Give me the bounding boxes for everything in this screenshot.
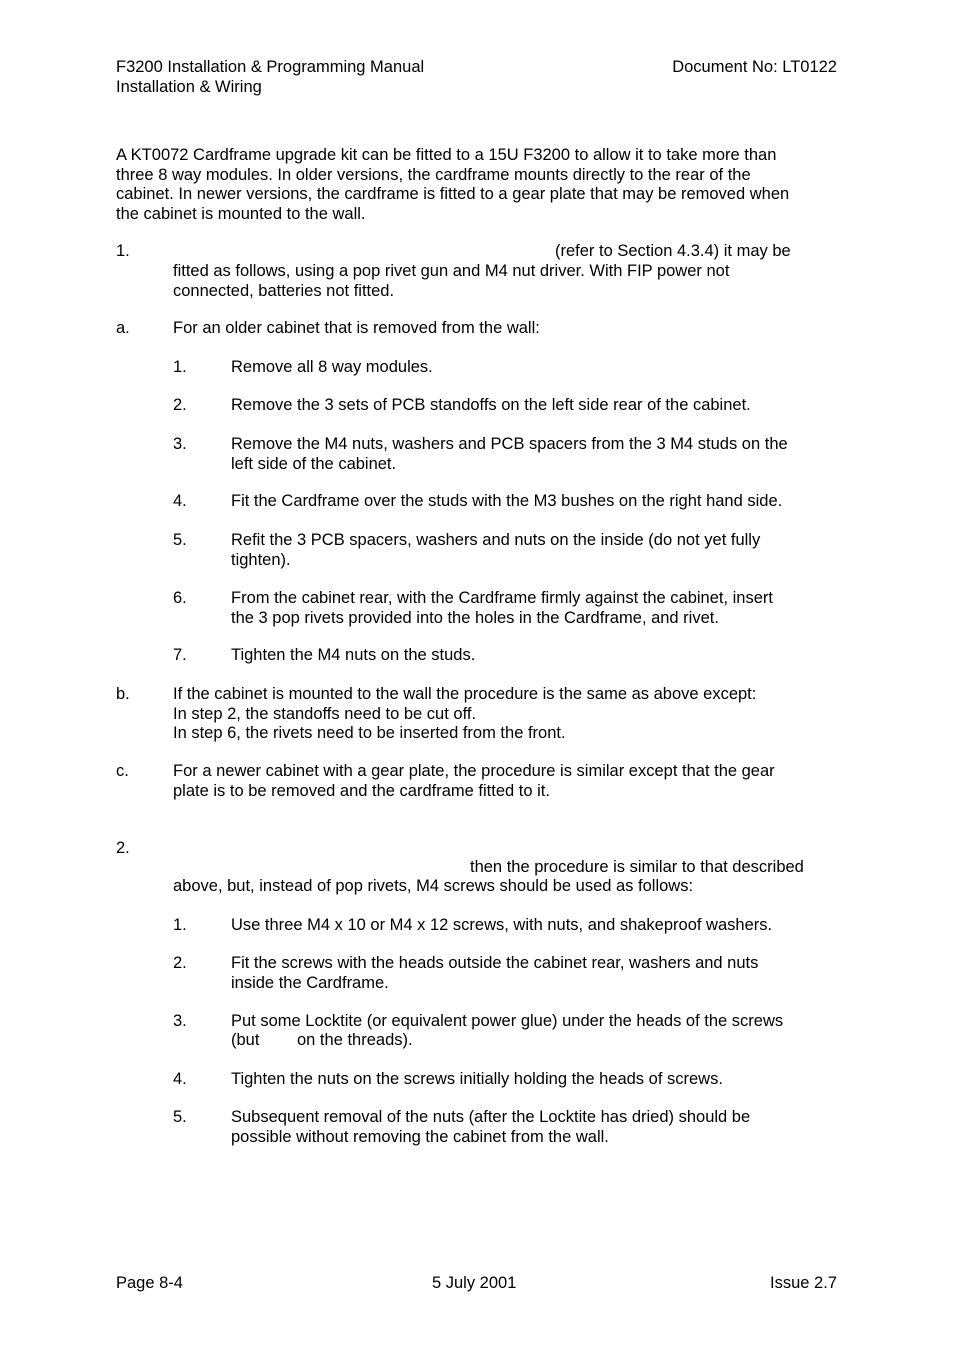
item2-step-3-line2-start: (but <box>231 1031 260 1049</box>
footer-page-number: Page 8-4 <box>116 1274 183 1292</box>
a-step-4-text: Fit the Cardframe over the studs with the M3 bushes on the right hand side. <box>231 492 783 510</box>
sub-c-text: For a newer cabinet with a gear plate, the procedure is similar except that the gear plate is to be removed and the cardframe fitted to it. <box>173 762 775 800</box>
header-title: F3200 Installation & Programming Manual <box>116 58 425 76</box>
a-step-7-text: Tighten the M4 nuts on the studs. <box>231 646 476 664</box>
item2-step-2-text: Fit the screws with the heads outside the cabinet rear, washers and nuts inside the Cardframe. <box>231 954 759 992</box>
document-number: Document No: LT0122 <box>672 58 837 76</box>
item-1-body: fitted as follows, using a pop rivet gun and M4 nut driver. With FIP power not connected, batteries not fitted. <box>173 262 730 300</box>
item2-step-1-number: 1. <box>173 916 187 934</box>
sub-b-text: If the cabinet is mounted to the wall the procedure is the same as above except: In step 2, the standoffs need to be cut off. In step 6, the rivets need to be inserted from the front. <box>173 685 757 742</box>
item-2-number: 2. <box>116 839 130 857</box>
item-1-line1-tail: (refer to Section 4.3.4) it may be <box>555 242 791 260</box>
item2-step-3-number: 3. <box>173 1012 187 1030</box>
item2-step-2-number: 2. <box>173 954 187 972</box>
item-2-line2-tail: then the procedure is similar to that described <box>470 858 804 876</box>
sub-a-label: a. <box>116 319 130 337</box>
footer-issue: Issue 2.7 <box>770 1274 837 1292</box>
item2-step-4-text: Tighten the nuts on the screws initially holding the heads of screws. <box>231 1070 723 1088</box>
a-step-1-text: Remove all 8 way modules. <box>231 358 433 376</box>
item2-step-3-line2-end: on the threads). <box>297 1031 413 1049</box>
a-step-5-number: 5. <box>173 531 187 549</box>
a-step-1-number: 1. <box>173 358 187 376</box>
a-step-2-text: Remove the 3 sets of PCB standoffs on the left side rear of the cabinet. <box>231 396 751 414</box>
item2-step-1-text: Use three M4 x 10 or M4 x 12 screws, with nuts, and shakeproof washers. <box>231 916 773 934</box>
sub-b-label: b. <box>116 685 130 703</box>
a-step-5-text: Refit the 3 PCB spacers, washers and nuts on the inside (do not yet fully tighten). <box>231 531 761 569</box>
header-subtitle: Installation & Wiring <box>116 78 262 96</box>
a-step-3-text: Remove the M4 nuts, washers and PCB spacers from the 3 M4 studs on the left side of the cabinet. <box>231 435 788 473</box>
item2-step-4-number: 4. <box>173 1070 187 1088</box>
a-step-6-number: 6. <box>173 589 187 607</box>
item2-step-5-text: Subsequent removal of the nuts (after the Locktite has dried) should be possible without removing the cabinet from the wall. <box>231 1108 751 1146</box>
item-2-line3: above, but, instead of pop rivets, M4 screws should be used as follows: <box>173 877 694 895</box>
a-step-7-number: 7. <box>173 646 187 664</box>
sub-c-label: c. <box>116 762 129 780</box>
item2-step-3-text: Put some Locktite (or equivalent power glue) under the heads of the screws <box>231 1012 784 1030</box>
a-step-6-text: From the cabinet rear, with the Cardframe firmly against the cabinet, insert the 3 pop rivets provided into the holes in the Cardframe, and rivet. <box>231 589 773 627</box>
a-step-3-number: 3. <box>173 435 187 453</box>
footer-date: 5 July 2001 <box>432 1274 517 1292</box>
intro-paragraph: A KT0072 Cardframe upgrade kit can be fitted to a 15U F3200 to allow it to take more than three 8 way modules. In older versions, the cardframe mounts directly to the rear of the cabinet. In newer versions, the cardframe is fitted to a gear plate that may be removed when the cabinet is mounted to the wall. <box>116 146 790 223</box>
a-step-4-number: 4. <box>173 492 187 510</box>
item-1-number: 1. <box>116 242 130 260</box>
item2-step-5-number: 5. <box>173 1108 187 1126</box>
sub-a-text: For an older cabinet that is removed from the wall: <box>173 319 540 337</box>
a-step-2-number: 2. <box>173 396 187 414</box>
